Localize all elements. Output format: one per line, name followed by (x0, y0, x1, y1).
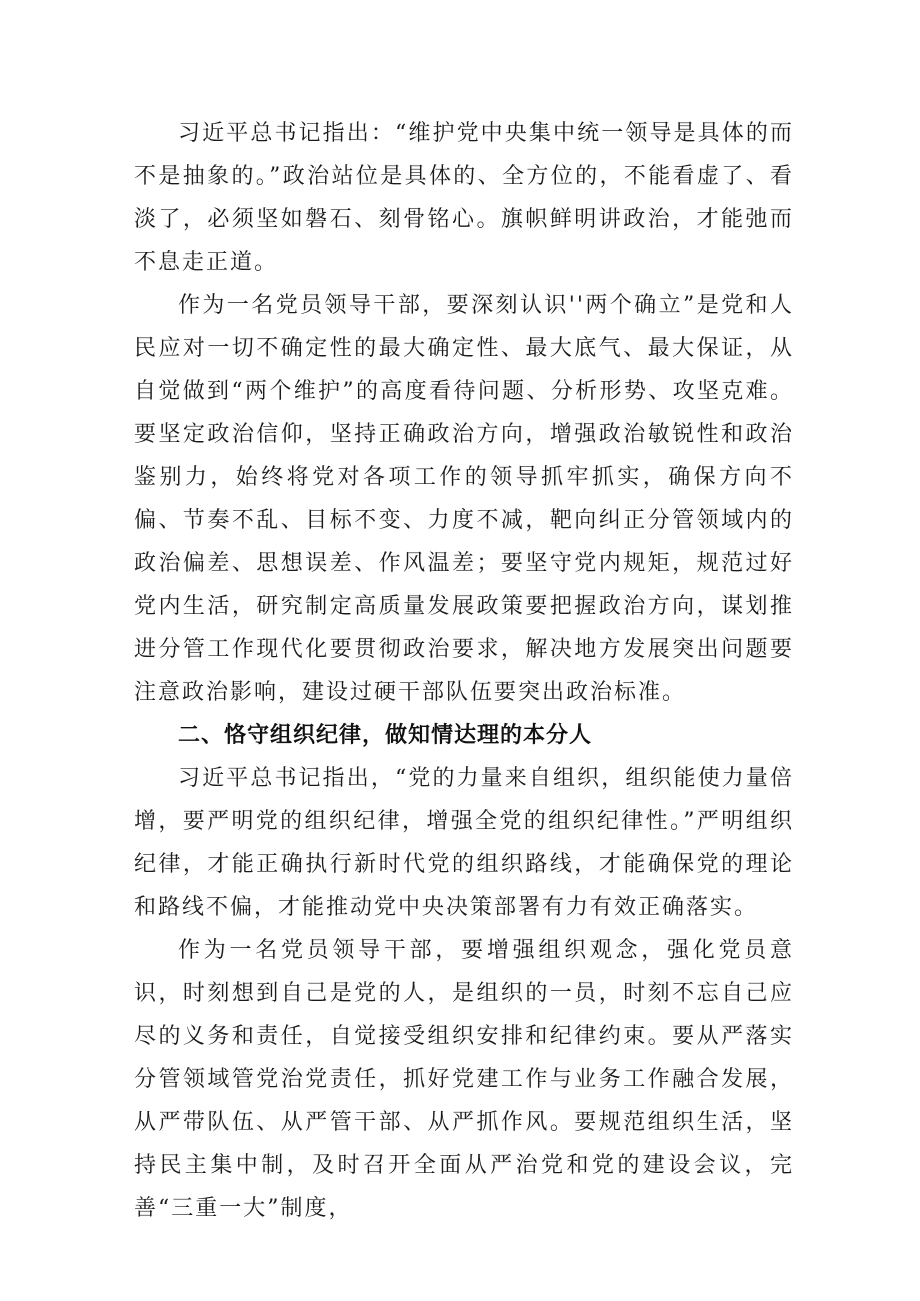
paragraph-3: 习近平总书记指出，“党的力量来自组织，组织能使力量倍增，要严明党的组织纪律，增强全党的组织纪律性。”严明组织纪律，才能正确执行新时代党的组织路线，才能确保党的理论和路线不偏，才能推动党中央决策部署有力有效正确落实。 (134, 766, 794, 920)
paragraph-2: 作为一名党员领导干部，要深刻认识''两个确立”是党和人民应对一切不确定性的最大确定性、最大底气、最大保证，从自觉做到“两个维护”的高度看待问题、分析形势、攻坚克难。要坚定政治信仰，坚持正确政治方向，增强政治敏锐性和政治鉴别力，始终将党对各项工作的领导抓牢抓实，确保方向不偏、节奏不乱、目标不变、力度不减，靶向纠正分管领域内的政治偏差、思想误差、作风温差；要坚守党内规矩，规范过好党内生活，研究制定高质量发展政策要把握政治方向，谋划推进分管工作现代化要贯彻政治要求，解决地方发展突出问题要注意政治影响，建设过硬干部队伍要突出政治标准。 (134, 293, 794, 705)
paragraph-1: 习近平总书记指出：“维护党中央集中统一领导是具体的而不是抽象的。”政治站位是具体的、全方位的，不能看虚了、看淡了，必须坚如磐石、刻骨铭心。旗帜鲜明讲政治，才能弛而不息走正道。 (134, 121, 794, 275)
document-body (134, 112, 794, 1230)
paragraph-4: 作为一名党员领导干部，要增强组织观念，强化党员意识，时刻想到自己是党的人，是组织的一员，时刻不忘自己应尽的义务和责任，自觉接受组织安排和纪律约束。要从严落实分管领域管党治党责任，抓好党建工作与业务工作融合发展，从严带队伍、从严管干部、从严抓作风。要规范组织生活，坚持民主集中制，及时召开全面从严治党和党的建设会议，完善“三重一大”制度， (134, 938, 794, 1221)
section-heading: 二、恪守组织纪律，做知情达理的本分人 (178, 723, 593, 748)
